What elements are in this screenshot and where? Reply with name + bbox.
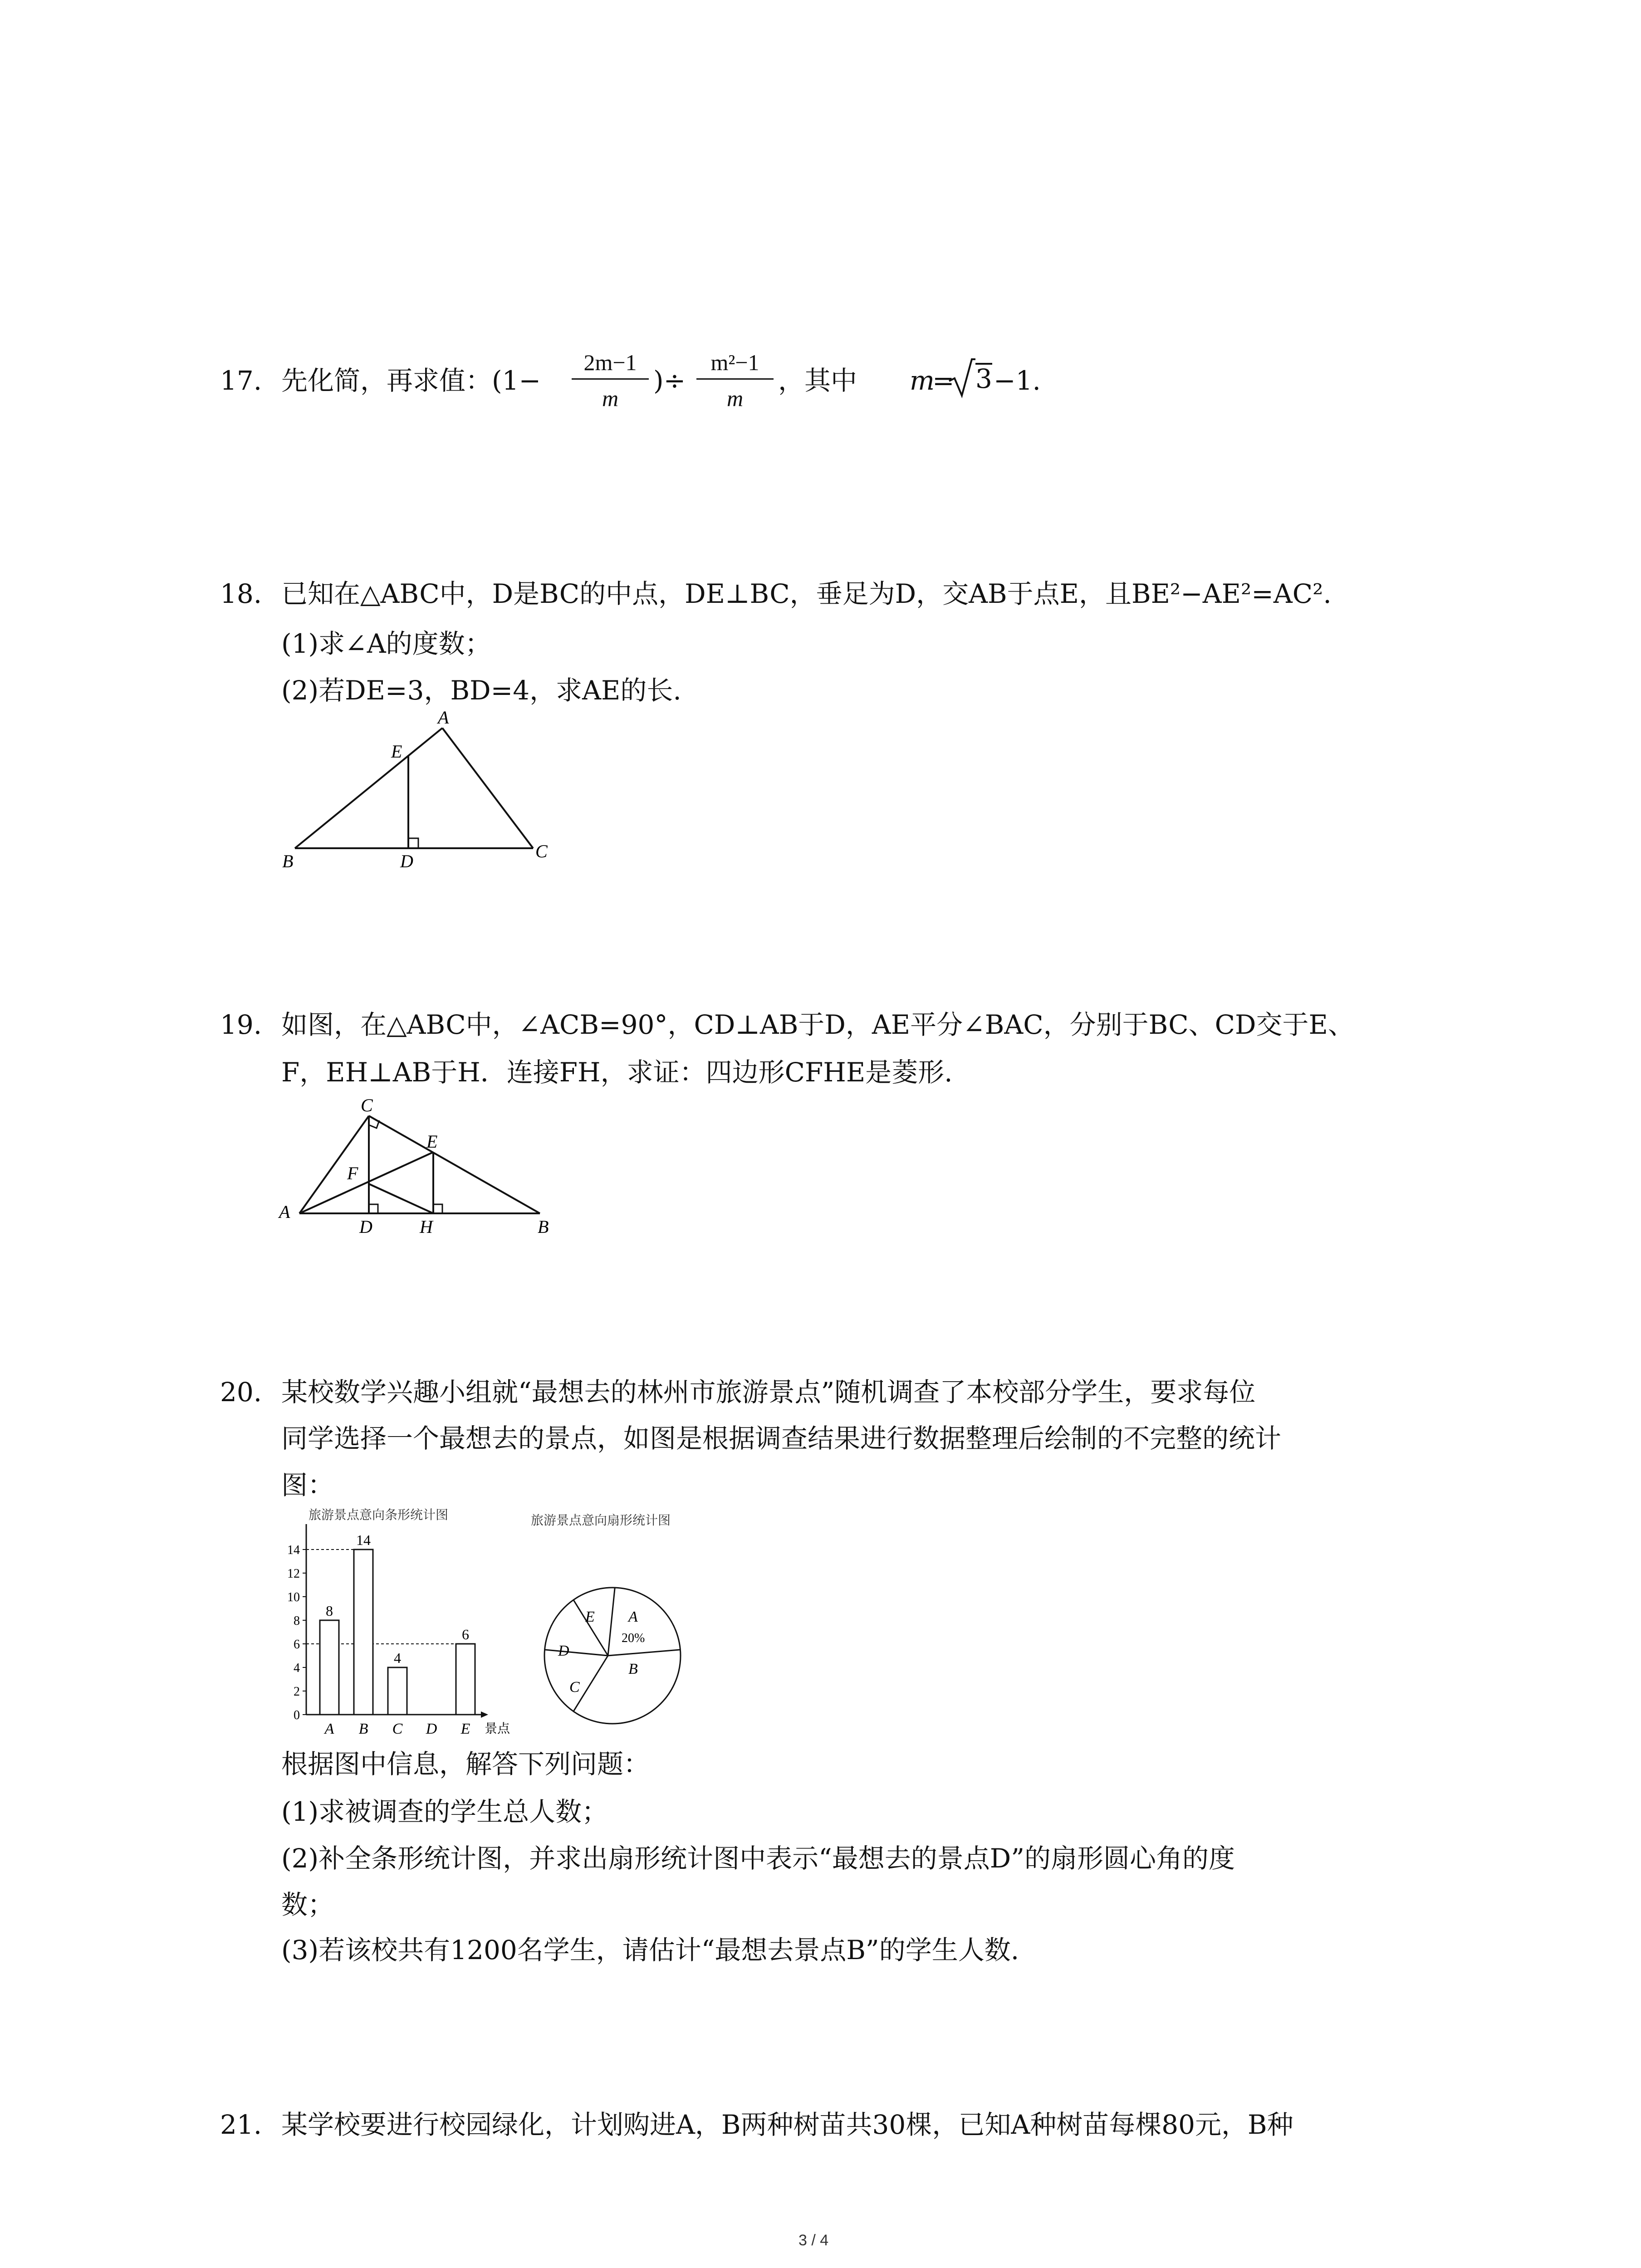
q18-part1: (1)求∠A的度数； (281, 628, 491, 659)
q19-label-d: D (359, 1217, 372, 1237)
y-tick-label: 6 (294, 1637, 300, 1652)
sqrt-symbol-icon (948, 357, 975, 398)
q18-label-e: E (391, 741, 402, 762)
bar-value-label: 8 (326, 1603, 333, 1619)
q18-number: 18. (220, 578, 262, 609)
pie-label-c: C (569, 1679, 580, 1696)
q20-line1: 某校数学兴趣小组就“最想去的林州市旅游景点”随机调查了本校部分学生，要求每位 (281, 1377, 1256, 1408)
q19-line1: 如图，在△ABC中，∠ACB=90°，CD⊥AB于D，AE平分∠BAC，分别于BC、CD交于E、 (281, 1009, 1354, 1040)
x-axis-arrow-icon (481, 1711, 488, 1718)
q21-line1: 某学校要进行校园绿化，计划购进A，B两种树苗共30棵，已知A种树苗每棵80元，B种 (281, 2109, 1293, 2140)
x-tick-label: B (358, 1721, 368, 1737)
q19-number: 19. (220, 1009, 262, 1040)
q21-number: 21. (220, 2109, 262, 2140)
y-tick-label: 8 (294, 1614, 300, 1628)
q17-tail-end: −1. (994, 365, 1041, 396)
q17-fraction-2 (696, 349, 774, 411)
q20-part2a: (2)补全条形统计图，并求出扇形统计图中表示“最想去的景点D”的扇形圆心角的度 (281, 1843, 1235, 1874)
q20-line3: 图： (281, 1470, 334, 1501)
q17-frac1-denominator: m (602, 386, 619, 411)
q20-after: 根据图中信息，解答下列问题： (281, 1749, 650, 1779)
q20-part3: (3)若该校共有1200名学生，请估计“最想去景点B”的学生人数. (281, 1935, 1019, 1965)
q19-line2: F，EH⊥AB于H．连接FH，求证：四边形CFHE是菱形. (281, 1057, 953, 1088)
pie-label-b: B (628, 1661, 638, 1677)
q18-label-c: C (535, 841, 548, 861)
q17-tail-eq: = (932, 365, 955, 396)
q20-part1: (1)求被调查的学生总人数； (281, 1796, 608, 1827)
y-tick-label: 10 (287, 1590, 300, 1604)
pie-label-d: D (558, 1642, 569, 1659)
q17-tail-a: ，其中 (778, 365, 857, 396)
q18-line1: 已知在△ABC中，D是BC的中点，DE⊥BC，垂足为D，交AB于点E，且BE²−AE²=AC². (281, 578, 1332, 609)
x-tick-label: D (426, 1721, 437, 1737)
bar-b (354, 1549, 373, 1715)
q18-label-b: B (282, 851, 294, 871)
q20-line2: 同学选择一个最想去的景点，如图是根据调查结果进行数据整理后绘制的不完整的统计 (281, 1423, 1282, 1454)
pie-annotation-a: 20% (622, 1631, 645, 1645)
q17-fraction-1 (572, 349, 649, 411)
pie-chart (535, 1579, 690, 1733)
pie-label-a: A (628, 1608, 638, 1625)
q20-number: 20. (220, 1377, 262, 1408)
x-tick-label: E (460, 1721, 470, 1737)
q19-label-f: F (347, 1163, 358, 1183)
q18-figure (272, 708, 590, 871)
q19-label-b: B (538, 1217, 549, 1237)
bar-c (388, 1667, 407, 1715)
y-tick-label: 12 (287, 1567, 300, 1581)
x-tick-label: A (324, 1721, 334, 1737)
q17-frac2-denominator: m (726, 386, 744, 411)
q19-label-c: C (361, 1095, 373, 1115)
q17-mid: )÷ (653, 365, 686, 396)
bar-value-label: 6 (462, 1626, 469, 1642)
q18-label-d: D (400, 851, 413, 871)
q19-figure (272, 1089, 581, 1238)
q19-label-h: H (420, 1217, 433, 1237)
q18-label-a: A (438, 708, 449, 728)
q17-lead: 先化简，再求值：(1− (281, 365, 541, 396)
pie-chart-title: 旅游景点意向扇形统计图 (531, 1513, 671, 1527)
bar-a (320, 1620, 339, 1715)
q19-label-e: E (426, 1131, 438, 1152)
bar-value-label: 14 (356, 1532, 371, 1548)
y-tick-label: 14 (287, 1543, 300, 1557)
bar-chart-title: 旅游景点意向条形统计图 (309, 1508, 449, 1522)
bar-value-label: 4 (394, 1650, 401, 1666)
q17-number: 17. (220, 365, 262, 396)
pie-label-e: E (585, 1608, 595, 1625)
y-tick-label: 0 (294, 1708, 300, 1722)
q18-part2: (2)若DE=3，BD=4，求AE的长. (281, 675, 681, 706)
q17-tail-rad: 3 (975, 363, 992, 394)
x-tick-label: C (392, 1721, 403, 1737)
q17-frac2-numerator: m²−1 (696, 349, 774, 380)
q20-part2b: 数； (281, 1889, 334, 1920)
bar-e (456, 1644, 475, 1715)
y-tick-label: 4 (294, 1661, 300, 1675)
y-tick-label: 2 (294, 1685, 300, 1699)
bar-chart (263, 1524, 517, 1742)
x-axis-label: 景点 (485, 1722, 510, 1736)
q17-tail-var: m (910, 365, 935, 396)
q19-label-a: A (279, 1202, 290, 1222)
q17-frac1-numerator: 2m−1 (572, 349, 649, 380)
page-number: 3 / 4 (798, 2232, 829, 2249)
